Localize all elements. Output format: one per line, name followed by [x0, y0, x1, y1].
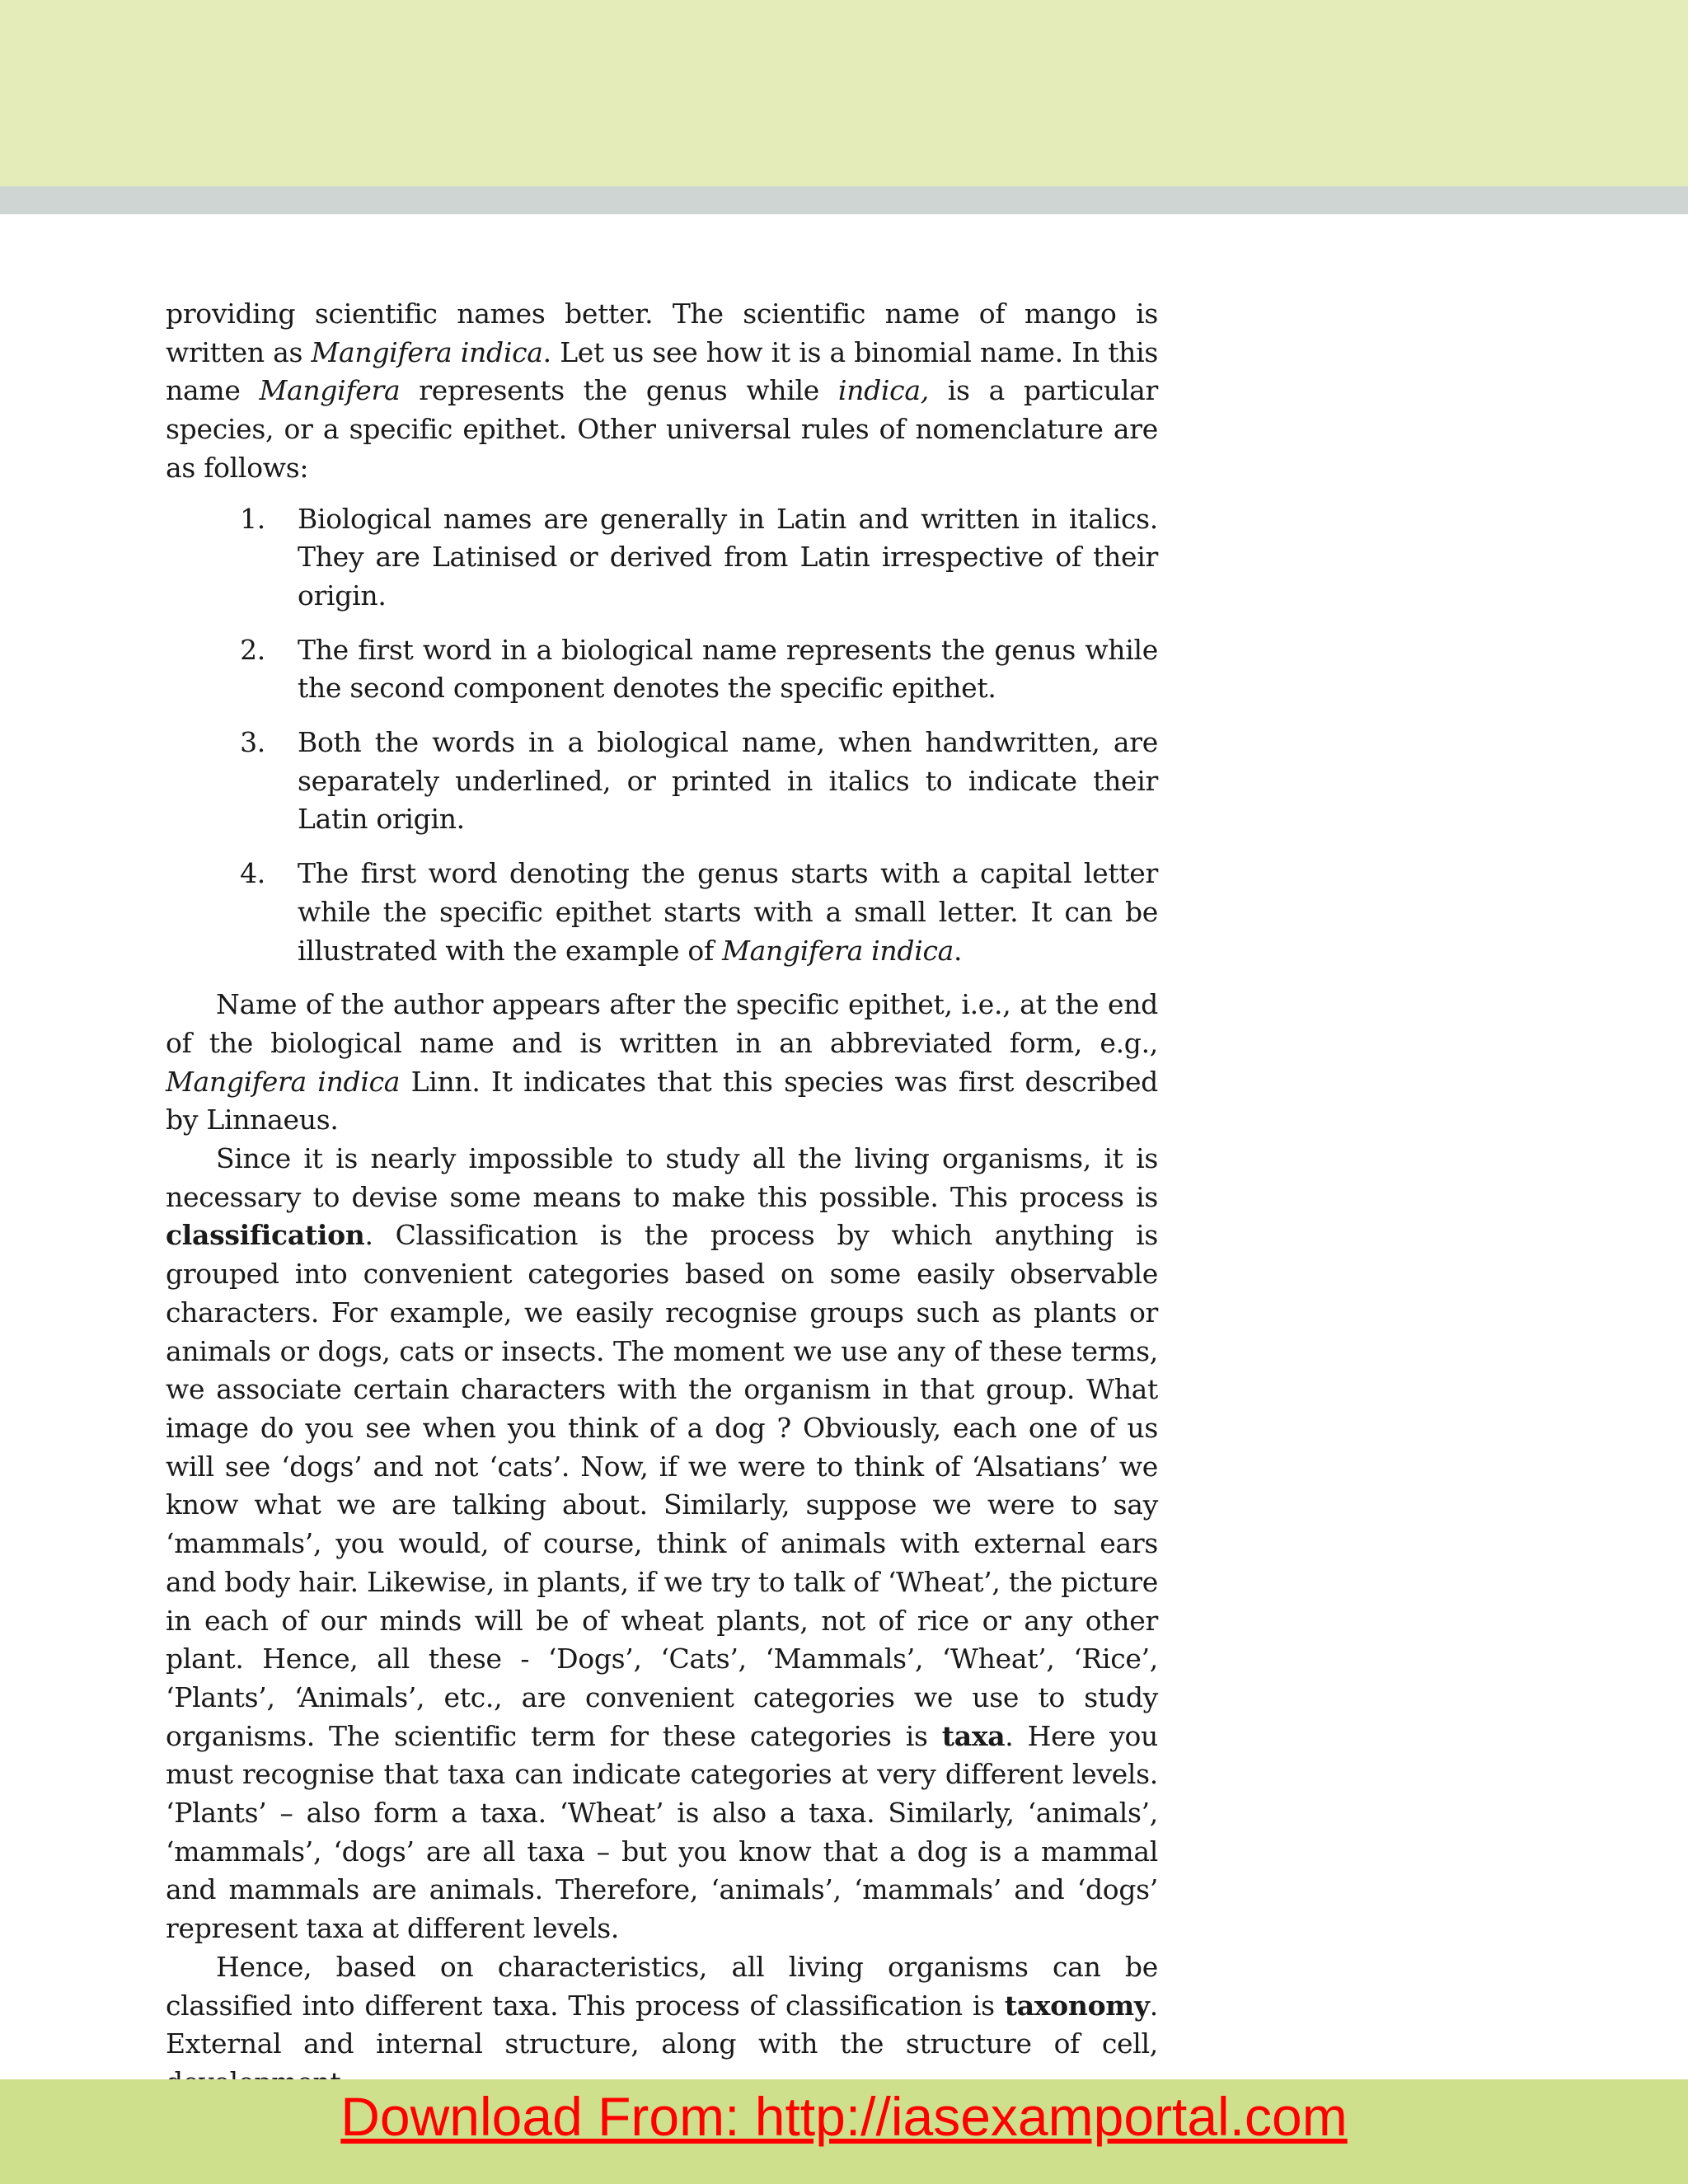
page-content — [166, 295, 1158, 2102]
list-text — [298, 855, 1158, 970]
body-text: . Classification is the process by which anything is grouped into convenient categories based on some easily observable characters. For example, we easily recognise groups such as plants or animals or dogs, cats or insects. The moment we use any of these terms, we associate certain characters with the organism in that group. What image do you see when you think of a dog ? Obviously, each one of us will see ‘dogs’ and not ‘cats’. Now, if we were to think of ‘Alsatians’ we know what we are talking about. Similarly, suppose we were to say ‘mammals’, you would, of course, think of animals with external ears and body hair. Likewise, in plants, if we try to talk of ‘Wheat’, the picture in each of our minds will be of wheat plants, not of rice or any other plant. Hence, all these - ‘Dogs’, ‘Cats’, ‘Mammals’, ‘Wheat’, ‘Rice’, ‘Plants’, ‘Animals’, etc., are convenient categories we use to study organisms. The scientific term for these categories is — [166, 1219, 1158, 1752]
body-text: . External and internal structure, along with the structure of cell, — [166, 1989, 1158, 2060]
list-item — [166, 500, 1158, 616]
nomenclature-rules-list — [166, 500, 1158, 971]
body-text: Linn. It indicates that this species was first described by Linnaeus. — [166, 1065, 1158, 1137]
classification-paragraph — [166, 1140, 1158, 1948]
list-item — [166, 724, 1158, 839]
intro-paragraph — [166, 295, 1158, 488]
keyword-taxonomy: taxonomy — [1004, 1989, 1150, 2022]
species-name: indica, — [837, 374, 929, 407]
list-text: Both the words in a biological name, when handwritten, are separately underlined, or printed in italics to indicate their Latin origin. — [298, 726, 1158, 836]
header-band — [0, 0, 1688, 186]
author-paragraph — [166, 986, 1158, 1140]
header-stripe — [0, 186, 1688, 214]
body-text: Hence, based on characteristics, all living organisms can be classified into different taxa. This process of classification is — [166, 1950, 1158, 2022]
list-number: 2. — [240, 633, 265, 666]
intro-text: providing scientific names better. The scientific name of mango is written as — [166, 298, 1158, 368]
intro-text: is a particular species, or a specific epithet. Other universal rules of nomenclature are as follows: — [166, 374, 1158, 484]
scientific-name: Mangifera indica — [722, 934, 954, 967]
list-text: Biological names are generally in Latin and written in italics. They are Latinised or derived from Latin irrespective of their origin. — [298, 502, 1158, 612]
scientific-name: Mangifera indica — [166, 1065, 401, 1098]
list-text-part: . — [954, 934, 963, 967]
body-text: . Here you must recognise that taxa can indicate categories at very different levels. ‘Plants’ – also form a taxa. ‘Wheat’ is also a taxa. Similarly, ‘animals’, ‘mammals’, ‘dogs’ are all taxa – but you know that a dog is a mammal and mammals are animals. Therefore, ‘animals’, ‘mammals’ and ‘dogs’ represent taxa at different levels. — [166, 1719, 1158, 1945]
body-text: Name of the author appears after the specific epithet, i.e., at the end of the biological name and is written in an abbreviated form, e.g., — [166, 988, 1158, 1059]
download-link[interactable]: Download From: http://iasexamportal.com — [340, 2086, 1348, 2147]
genus-name: Mangifera — [259, 374, 401, 407]
list-item — [166, 855, 1158, 970]
intro-text: . Let us see how it is a binomial name. In this name — [166, 335, 1159, 407]
list-number: 3. — [240, 726, 265, 759]
keyword-classification: classification — [166, 1219, 365, 1252]
list-number: 1. — [240, 502, 265, 535]
list-text: The first word in a biological name represents the genus while the second component denotes the specific epithet. — [298, 633, 1158, 705]
keyword-taxa: taxa — [941, 1719, 1006, 1752]
list-number: 4. — [240, 857, 265, 890]
scientific-name: Mangifera indica — [311, 335, 543, 368]
body-text: Since it is nearly impossible to study all the living organisms, it is necessary to devise some means to make this possible. This process is — [166, 1142, 1158, 1213]
intro-text: represents the genus while — [400, 374, 838, 407]
list-item — [166, 631, 1158, 708]
list-text-part: The first word denoting the genus starts with a capital letter while the specific epithet starts with a small letter. It can be illustrated with the example of — [298, 857, 1158, 967]
